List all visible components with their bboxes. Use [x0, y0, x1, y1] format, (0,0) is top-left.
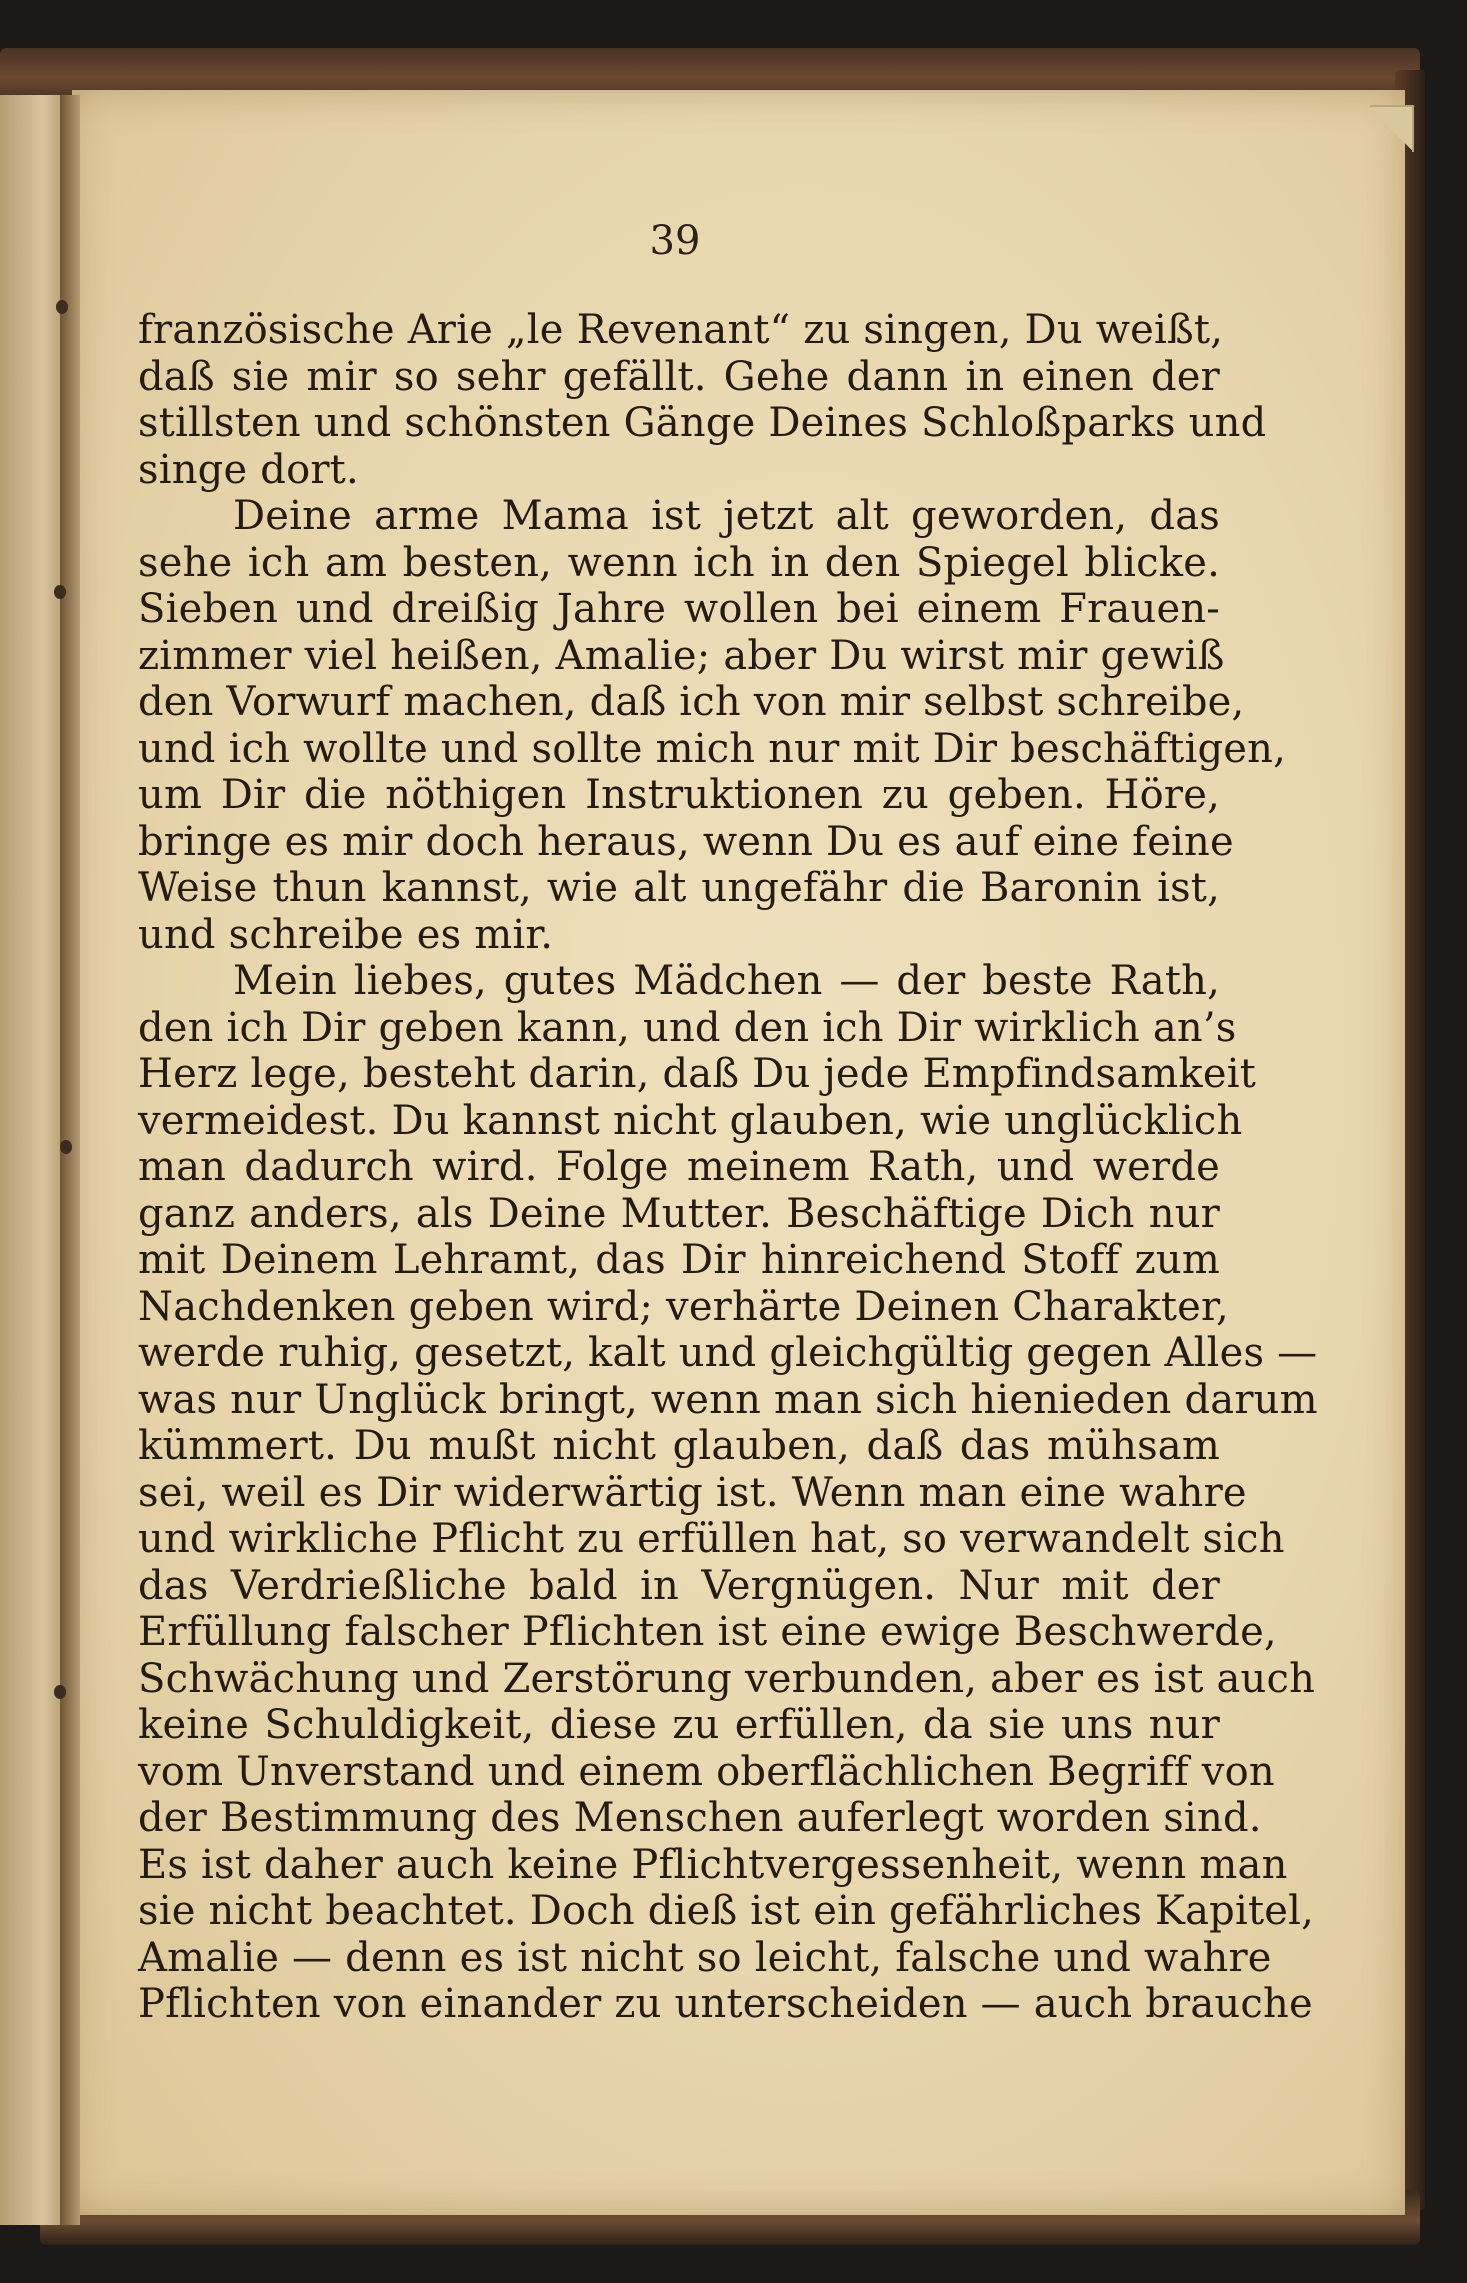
text-line: zimmer viel heißen, Amalie; aber Du wirst mir gewiß [138, 632, 1225, 679]
text-line: Nachdenken geben wird; verhärte Deinen Charakter, [138, 1283, 1229, 1330]
page-number: 39 [649, 218, 701, 264]
text-line: stillsten und schönsten Gänge Deines Schloßparks und [138, 400, 1267, 446]
text-line: Sieben und dreißig Jahre wollen bei einem Frauen- [138, 586, 1220, 632]
ink-speck [60, 1140, 72, 1154]
text-line: Amalie — denn es ist nicht so leicht, falsche und wahre [138, 1934, 1272, 1981]
text-line: und ich wollte und sollte mich nur mit Dir beschäftigen, [138, 725, 1286, 772]
text-line: der Bestimmung des Menschen auferlegt worden sind. [138, 1795, 1262, 1841]
text-line: keine Schuldigkeit, diese zu erfüllen, da sie uns nur [138, 1702, 1220, 1748]
text-line: und wirkliche Pflicht zu erfüllen hat, so verwandelt sich [138, 1516, 1285, 1562]
text-line: den Vorwurf machen, daß ich von mir selbst schreibe, [138, 679, 1245, 725]
text-line: Herz lege, besteht darin, daß Du jede Empfindsamkeit [138, 1051, 1256, 1097]
text-line: sie nicht beachtet. Doch dieß ist ein gefährliches Kapitel, [138, 1888, 1314, 1934]
text-line: werde ruhig, gesetzt, kalt und gleichgültig gegen Alles — [138, 1330, 1318, 1376]
text-line: den ich Dir geben kann, und den ich Dir wirklich an’s [138, 1004, 1237, 1051]
text-line: Pflichten von einander zu unterscheiden — auch brauche [138, 1981, 1313, 2027]
text-line: bringe es mir doch heraus, wenn Du es auf eine feine [138, 818, 1234, 865]
ink-speck [54, 1685, 66, 1699]
text-line: Deine arme Mama ist jetzt alt geworden, das [233, 493, 1220, 539]
text-line: Mein liebes, gutes Mädchen — der beste Rath, [233, 958, 1220, 1004]
text-line: singe dort. [138, 446, 359, 493]
text-line: um Dir die nöthigen Instruktionen zu geben. Höre, [138, 772, 1220, 818]
folded-corner [1370, 105, 1414, 152]
text-line: Es ist daher auch keine Pflichtvergessenheit, wenn man [138, 1841, 1288, 1888]
text-line: ganz anders, als Deine Mutter. Beschäftige Dich nur [138, 1190, 1220, 1237]
body-text [138, 307, 1318, 2028]
ink-speck [56, 300, 68, 314]
text-line: sei, weil es Dir widerwärtig ist. Wenn man eine wahre [138, 1469, 1247, 1516]
text-line: kümmert. Du mußt nicht glauben, daß das mühsam [138, 1423, 1220, 1469]
text-line: vermeidest. Du kannst nicht glauben, wie unglücklich [138, 1097, 1243, 1144]
text-line: sehe ich am besten, wenn ich in den Spiegel blicke. [138, 539, 1220, 586]
text-line: französische Arie „le Revenant“ zu singen, Du weißt, [138, 307, 1224, 353]
text-line: daß sie mir so sehr gefällt. Gehe dann in einen der [138, 353, 1220, 400]
text-line: was nur Unglück bringt, wenn man sich hienieden darum [138, 1376, 1318, 1423]
text-line: und schreibe es mir. [138, 911, 554, 958]
text-line: Weise thun kannst, wie alt ungefähr die Baronin ist, [138, 865, 1220, 911]
ink-speck [54, 585, 66, 599]
text-line: Erfüllung falscher Pflichten ist eine ewige Beschwerde, [138, 1609, 1277, 1655]
text-line: Schwächung und Zerstörung verbunden, aber es ist auch [138, 1655, 1316, 1702]
text-line: vom Unverstand und einem oberflächlichen Begriff von [138, 1748, 1275, 1795]
text-line: mit Deinem Lehramt, das Dir hinreichend Stoff zum [138, 1237, 1220, 1283]
text-line: das Verdrießliche bald in Vergnügen. Nur mit der [138, 1562, 1220, 1609]
text-line: man dadurch wird. Folge meinem Rath, und werde [138, 1144, 1220, 1190]
book-gutter [60, 95, 80, 2225]
